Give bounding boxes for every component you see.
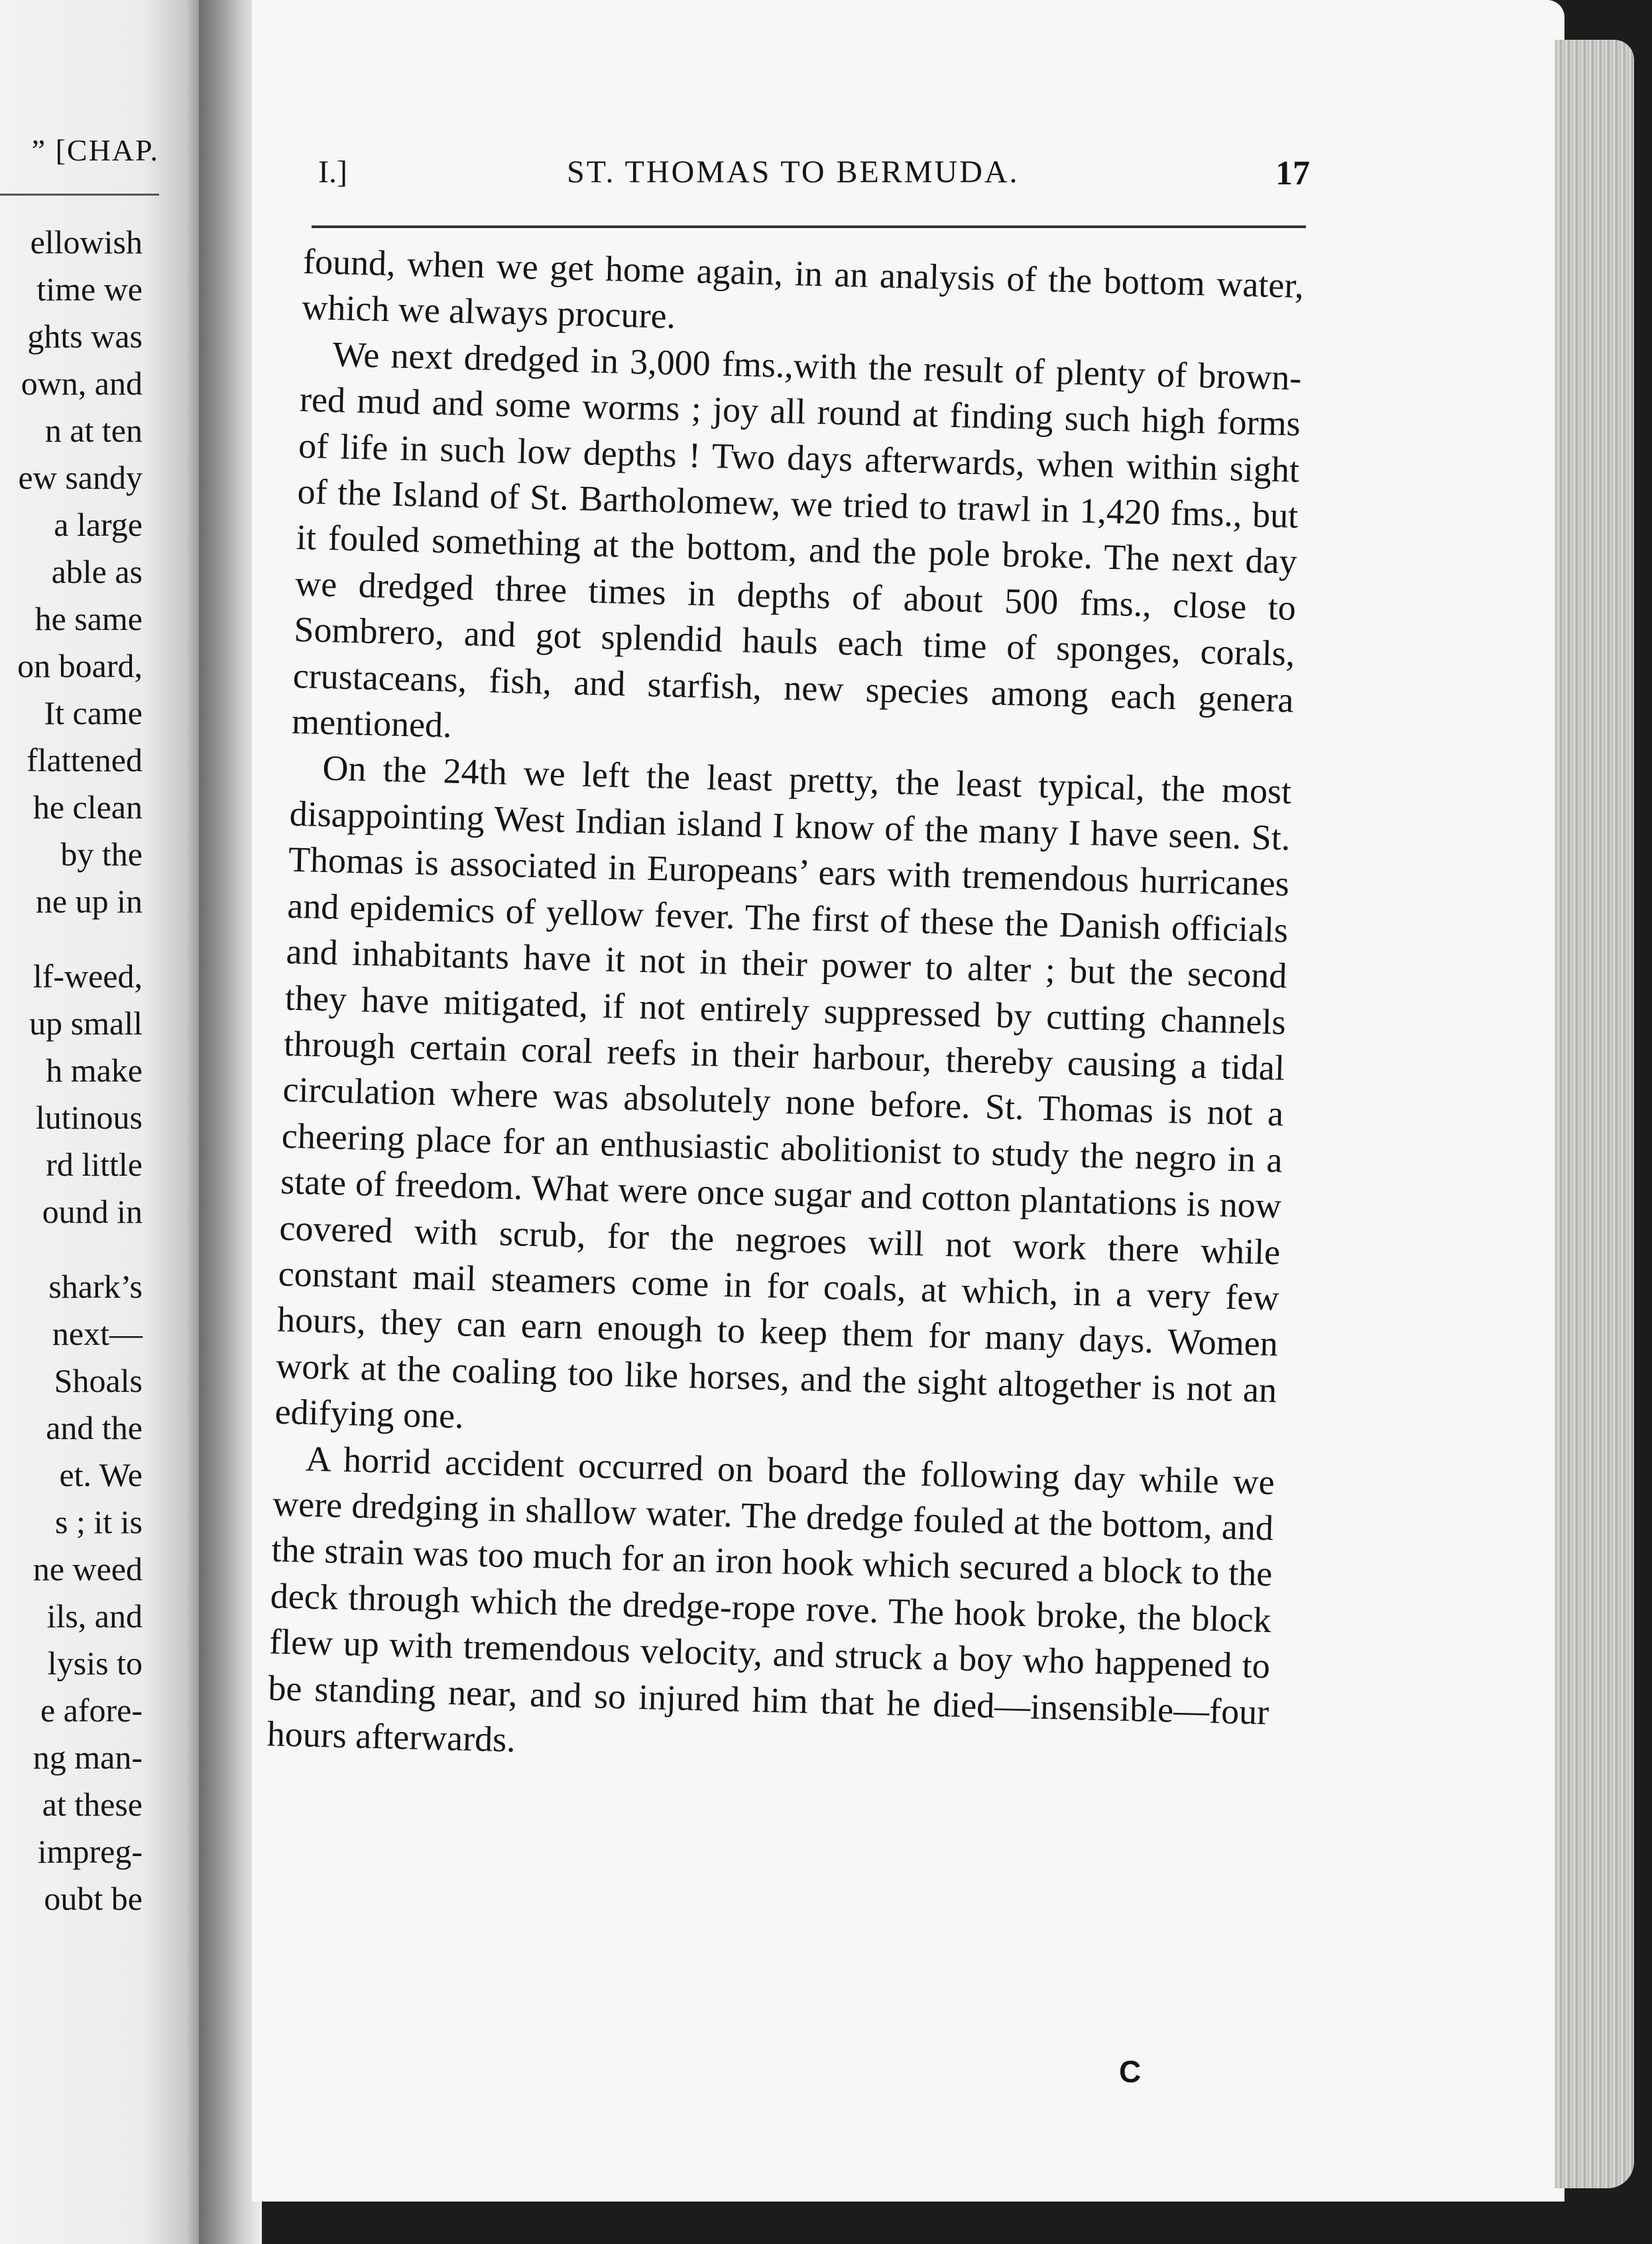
running-head-title: ST. THOMAS TO BERMUDA. (567, 155, 1020, 190)
header-rule (312, 225, 1306, 228)
body-paragraph: On the 24th we left the least pretty, the least typical, the most disappointing West Indian island I know of the many I have seen. St. Thomas is associated in Europeans’ ears with tremendous hurricanes and epidemics of yellow fever. The first of these the Danish officials and inhabitants have it not in their power to alter ; but the second they have mitigated, if not entirely suppressed by cutting channels through certain coral reefs in their harbour, thereby causing a tidal circulation where was absolutely none before. St. Thomas is not a cheering place for an enthusiastic abolitionist to study the negro in a state of freedom. What were once sugar and cotton plantations is now covered with scrub, for the negroes will not work there while constant mail steamers come in for coals, at which, in a very few hours, they can earn enough to keep them for many days. Women work at the coaling too like horses, and the sight altogether is not an edifying one. (274, 748, 1292, 1436)
left-page-text (0, 219, 143, 1922)
left-page-line: ghts was (27, 318, 143, 355)
body-paragraph: A horrid accident occurred on board the following day while we were dredging in shallow water. The dredge fouled at the bottom, and the strain was too much for an iron hook which secured a block to the deck through which the dredge-rope rove. The hook broke, the block flew up with tremendous velocity, and struck a boy who happened to be standing near, and so injured him that he died—insensible—four hours afterwards. (266, 1438, 1275, 1760)
body-paragraph: found, when we get home again, in an analysis of the bottom water, which we always procure. (301, 241, 1305, 337)
left-page-line (0, 1235, 143, 1263)
left-page-line: he same (34, 600, 143, 637)
running-head-chapter: I.] (318, 155, 347, 190)
left-page-line: lysis to (47, 1645, 143, 1682)
left-page-line: own, and (21, 365, 143, 402)
left-page-line: impreg- (37, 1833, 143, 1870)
left-page-line: rd little (46, 1146, 143, 1183)
body-text (266, 239, 1305, 1782)
left-page-line: s ; it is (55, 1503, 143, 1540)
left-page-line: and the (46, 1409, 143, 1446)
left-page-line: et. We (59, 1456, 143, 1493)
page-block-edge (1555, 40, 1634, 2188)
left-page-line: ils, and (46, 1597, 143, 1635)
left-page-line: by the (60, 836, 143, 873)
left-page-line: It came (44, 694, 143, 731)
left-page-line: lf-weed, (32, 958, 143, 995)
left-page-line: oubt be (44, 1880, 143, 1917)
left-page-line (0, 925, 143, 953)
left-page-line: ellowish (30, 223, 143, 261)
left-page-line: lutinous (35, 1099, 143, 1136)
left-page-line: shark’s (48, 1268, 143, 1305)
left-running-head: ” [CHAP. (31, 133, 159, 167)
left-page-line: time we (36, 271, 143, 308)
left-page-line: on board, (17, 647, 143, 684)
left-page-line: a large (54, 506, 143, 543)
left-page-line: n at ten (44, 412, 143, 449)
left-page-line: next— (52, 1315, 143, 1352)
left-page-line: h make (46, 1052, 143, 1089)
left-page-line: up small (29, 1005, 143, 1042)
left-page-line: flattened (27, 741, 143, 779)
left-page-line: at these (42, 1786, 143, 1823)
left-page-line: ne weed (32, 1550, 143, 1588)
left-page-line: e afore- (40, 1692, 143, 1729)
body-paragraph: We next dredged in 3,000 fms.,with the result of plenty of brown-red mud and some worms ; joy all round at finding such high forms of life in such low depths ! Two days afterwards, when within sight of the Island of St. Bartholomew, we tried to trawl in 1,420 fms., but it fouled something at the bottom, and the pole broke. The next day we dredged three times in depths of about 500 fms., close to Sombrero, and got splendid hauls each time of sponges, corals, crustaceans, fish, and starfish, new species among each genera mentioned. (291, 334, 1303, 745)
left-page-line: ew sandy (18, 459, 143, 496)
left-page-line: ng man- (32, 1739, 143, 1776)
left-page-line: ound in (42, 1193, 143, 1230)
left-page-line: he clean (32, 788, 143, 826)
left-page-line: able as (51, 553, 143, 590)
page-number: 17 (1275, 155, 1310, 192)
left-page (0, 0, 202, 2244)
left-page-line: ne up in (35, 883, 143, 920)
left-header-rule (0, 194, 159, 196)
left-page-line: Shoals (54, 1362, 143, 1399)
signature-mark: C (1119, 2054, 1142, 2089)
